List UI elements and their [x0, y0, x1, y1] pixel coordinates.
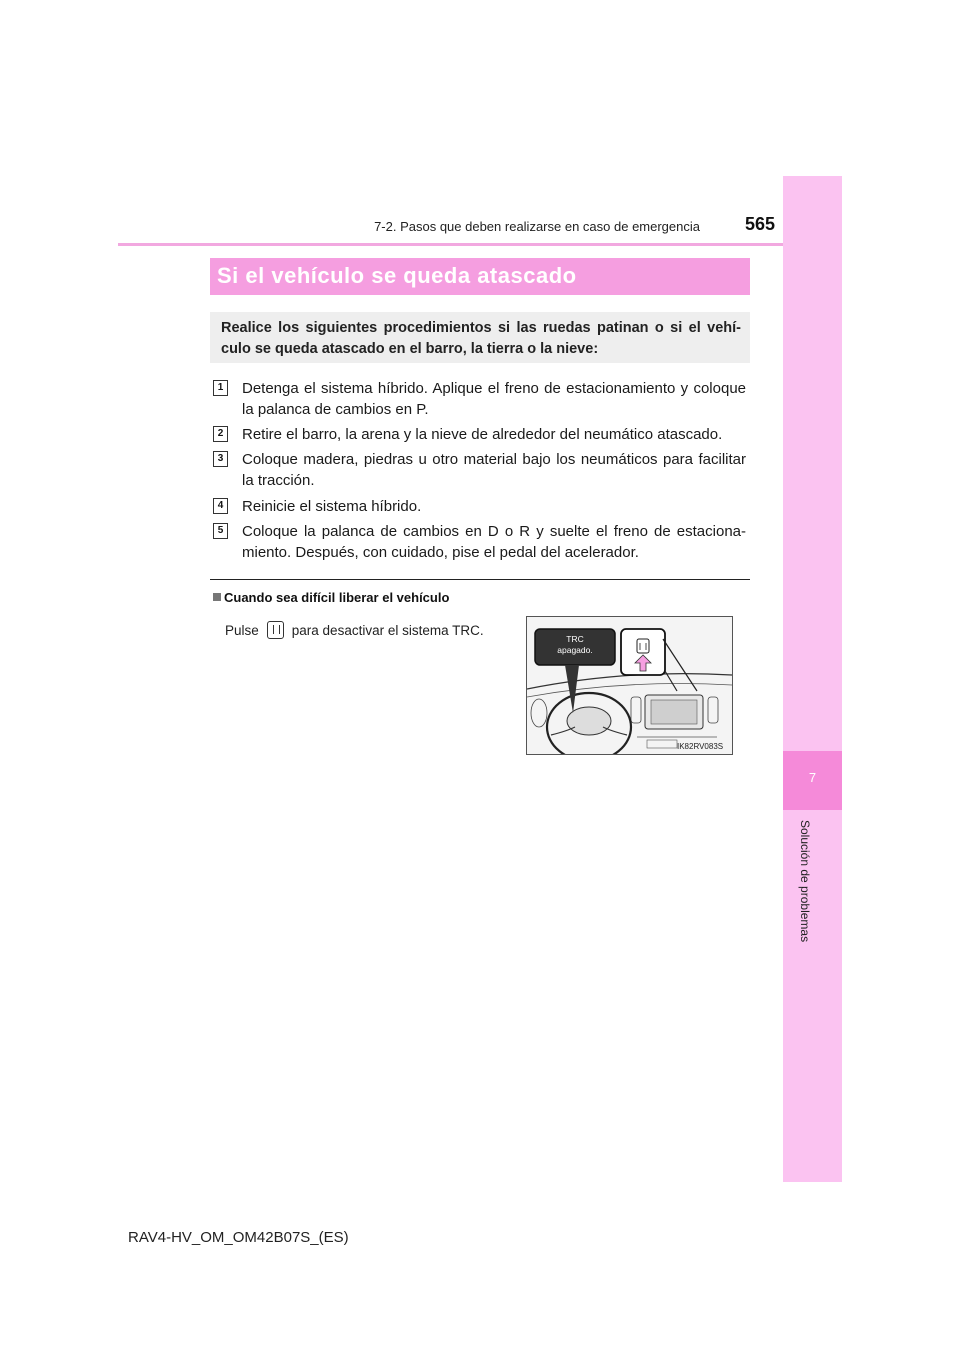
section-title-bar: [210, 258, 750, 295]
step-text: Reinicie el sistema híbrido.: [242, 498, 422, 515]
document-code-footer: RAV4-HV_OM_OM42B07S_(ES): [128, 1229, 349, 1246]
running-header: 7-2. Pasos que deben realizarse en caso de emergencia: [374, 219, 700, 234]
step-number: 5: [213, 523, 228, 539]
dashboard-illustration: [526, 616, 733, 755]
subsection-heading: [213, 590, 449, 605]
chapter-number: 7: [808, 770, 817, 785]
callout-line-1: TRC: [566, 634, 584, 644]
illustration-code: IK82RV083S: [677, 742, 724, 751]
trc-off-callout: [543, 634, 607, 656]
step-number: 3: [213, 451, 228, 467]
instruction-text-before: Pulse: [225, 623, 259, 638]
chapter-side-tab: [783, 176, 842, 1182]
bullet-square-icon: [213, 593, 221, 601]
step-text: Detenga el sistema híbrido. Aplique el freno de estacionamiento y coloque la palanca de cambios en P.: [242, 380, 746, 418]
step-number: 1: [213, 380, 228, 396]
header-rule: [118, 243, 841, 246]
step-text: Coloque madera, piedras u otro material bajo los neumáticos para facilitar la tracción.: [242, 451, 746, 489]
step-number: 4: [213, 498, 228, 514]
chapter-title: Solución de problemas: [798, 820, 812, 943]
step-number: 2: [213, 426, 228, 442]
subsection-title: Cuando sea difícil liberar el vehículo: [224, 590, 450, 605]
trc-instruction: [225, 621, 484, 639]
section-divider: [210, 579, 750, 580]
intro-box: [210, 312, 750, 363]
step-text: Retire el barro, la arena y la nieve de alrededor del neumático atascado.: [242, 426, 723, 443]
section-title: Si el vehículo se queda atascado: [217, 263, 577, 288]
intro-text: Realice los siguientes procedimientos si las ruedas patinan o si el vehí-culo se queda atascado en el barro, la tierra o la nieve:: [221, 320, 741, 357]
page-number: 565: [744, 214, 775, 234]
trc-off-button-icon: [267, 621, 284, 639]
callout-line-2: apagado.: [557, 645, 593, 655]
step-text: Coloque la palanca de cambios en D o R y suelte el freno de estaciona-miento. Después, con cuidado, pise el pedal del acelerador.: [242, 523, 746, 561]
instruction-text-after: para desactivar el sistema TRC.: [291, 623, 484, 638]
